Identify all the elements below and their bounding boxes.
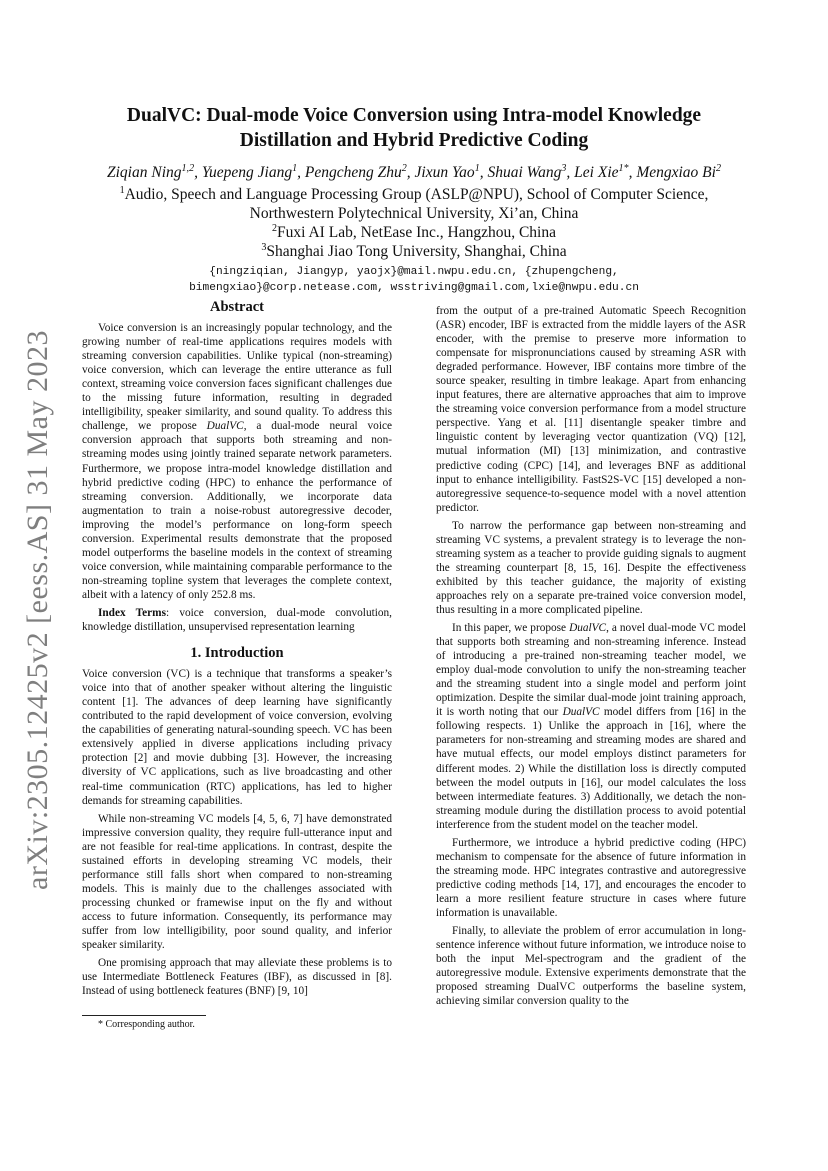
text-run-emph: DualVC <box>562 706 600 719</box>
text-run: In this paper, we propose <box>452 622 570 635</box>
email-line-2: bimengxiao}@corp.netease.com, wsstriving@gmail.com,lxie@nwpu.edu.cn <box>189 282 639 294</box>
affil-sup: 1 <box>119 184 125 196</box>
footnote-corresponding-author: * Corresponding author. <box>98 1019 195 1030</box>
title-line-2: Distillation and Hybrid Predictive Coding <box>239 130 589 151</box>
affil-text: Audio, Speech and Language Processing Group (ASLP@NPU), School of Computer Science, <box>124 186 709 203</box>
affiliation-1 <box>80 185 748 204</box>
paper-header <box>80 103 748 296</box>
right-paragraph-1: To narrow the performance gap between non-streaming and streaming VC systems, a prevalent strategy is to leverage the non-streaming system as a teacher to provide guiding signals to augment the streaming counterpart [8, 15, 16]. Despite the effectiveness exhibited by this teacher guidance, the majority of existing approaches rely on a separate pre-trained voice conversion model, thus resulting in a more complicated pipeline. <box>436 519 746 616</box>
right-paragraph-3: Furthermore, we introduce a hybrid predictive coding (HPC) mechanism to compensate for the absence of future information in the streaming mode. HPC integrates contrastive and autoregressive predictive coding methods [14, 17], and encourages the encoder to learn a more resilient feature structure in cases where future information is unavailable. <box>436 836 746 919</box>
left-column <box>82 298 392 1002</box>
right-paragraph-0: from the output of a pre-trained Automatic Speech Recognition (ASR) encoder, IBF is extracted from the middle layers of the ASR encoder, with the premise to preserve more information to compensate for mispronunciations caused by streaming ASR with degraded performance. However, IBF contains more timbre of the source speaker, resulting in timbre leakage. Apart from enhancing input features, there are alternative approaches that aim to improve the streaming voice conversion performance from a model structure perspective. Yang et al. [11] disentangle speaker timbre and linguistic content by leveraging vector quantization (VQ) [12], mutual information (MI) [13] minimization, and contrastive predictive coding (CPC) [14], and leverages BNF as additional input to enhance intelligibility. FastS2S-VC [15] developed a non-autoregressive sequence-to-sequence model with a novel attention predictor. <box>436 305 746 514</box>
intro-heading: 1. Introduction <box>190 645 284 662</box>
index-terms-text: : voice conversion, dual-mode convolution, knowledge distillation, unsupervised representation learning <box>82 606 392 634</box>
index-terms <box>82 606 392 634</box>
arxiv-id-text: arXiv:2305.12425v2 [eess.AS] 31 May 2023 <box>21 330 55 890</box>
author-affil-sup: 2 <box>715 162 721 174</box>
email-line-1: {ningziqian, Jiangyp, yaojx}@mail.nwpu.edu.cn, {zhupengcheng, <box>209 266 619 278</box>
right-column <box>436 304 746 1012</box>
author-list: Ziqian Ning$^{1,2}$, Yuepeng Jiang$^1$, Pengcheng Zhu$^2$, Jixun Yao$^1$, Shuai Wang$^3$, Lei Xie$^{1*}$, Mengxiao Bi$^2$ <box>107 162 721 181</box>
author-name: Ziqian Ning <box>107 164 182 181</box>
author-emails <box>80 264 748 296</box>
author-affil-sup: 1 <box>474 162 480 174</box>
author-affil-sup: 1 <box>292 162 298 174</box>
author-name: Yuepeng Jiang <box>201 164 293 181</box>
author-affil-sup: 1* <box>618 162 629 174</box>
text-run: , a dual-mode neural voice conversion approach that supports both streaming and non-streaming modes using jointly trained separate network parameters. Furthermore, we propose intra-model knowledge distillation and hybrid predictive coding (HPC) to enhance the performance of streaming conversion. Additionally, we incorporate data augmentation to train a noise-robust autoregressive decoder, improving the model’s performance on long-form speech conversion. Experimental results demonstrate that the proposed model outperforms the baseline models in the context of streaming voice conversion, while maintaining comparable performance to the non-streaming topline system that leverages the complete context, albeit with a latency of only 252.8 ms. <box>82 420 393 601</box>
affil-text: Fuxi AI Lab, NetEase Inc., Hangzhou, China <box>277 224 556 241</box>
index-terms-label: Index Terms <box>98 606 166 619</box>
affil-text: Shanghai Jiao Tong University, Shanghai, China <box>266 243 567 260</box>
intro-paragraph-1: Voice conversion (VC) is a technique that transforms a speaker’s voice into that of another speaker without altering the linguistic content [1]. The advances of deep learning have significantly contributed to the rapid development of voice conversion, evolving the capabilities of generating natural-sounding speech. VC has been extensively applied in diverse applications including privacy protection [2] and movie dubbing [3]. However, the increasing diversity of VC applications, such as live broadcasting and other real-time communication (RTC) applications, has led to higher demands for streaming capabilities. <box>82 668 392 807</box>
arxiv-identifier-stamp <box>8 330 68 890</box>
author-affil-sup: 3 <box>561 162 567 174</box>
author-name: Jixun Yao <box>414 164 475 181</box>
abstract-paragraph <box>82 321 392 602</box>
text-run-emph: DualVC <box>206 420 244 433</box>
affiliation-1-cont: Northwestern Polytechnical University, Xi’an, China <box>249 205 579 222</box>
text-run-emph: DualVC <box>569 622 607 635</box>
author-name: Mengxiao Bi <box>636 164 716 181</box>
text-run: Voice conversion is an increasingly popular technology, and the growing number of real-time applications requires models with streaming conversion capabilities. Unlike typical (non-streaming) voice conversion, which can leverage the entire utterance as full context, streaming voice conversion faces significant challenges due to the missing future information, resulting in degraded intelligibility, speaker similarity, and sound quality. To address this challenge, we propose <box>82 322 392 433</box>
affil-sup: 3 <box>261 241 267 253</box>
affiliation-2 <box>80 223 748 242</box>
intro-paragraph-2: While non-streaming VC models [4, 5, 6, 7] have demonstrated impressive conversion quality, they require full-utterance input and are not feasible for real-time applications. In contrast, despite the sustained efforts in developing streaming VC models, their performance still falls short when compared to non-streaming models. This is mainly due to the challenges associated with processing chunked or framewise input on the fly and without access to future information. Consequently, its performance may suffer from low intelligibility, poor sound quality, and inferior speaker similarity. <box>82 812 392 952</box>
author-affil-sup: 1,2 <box>181 162 195 174</box>
author-name: Pengcheng Zhu <box>304 164 402 181</box>
affiliation-3 <box>80 242 748 261</box>
intro-paragraph-3: One promising approach that may alleviate these problems is to use Intermediate Bottleneck Features (IBF), as discussed in [8]. Instead of using bottleneck features (BNF) [9, 10] <box>82 957 392 998</box>
text-run: , a novel dual-mode VC model that supports both streaming and non-streaming inference. Instead of introducing a pre-trained non-streaming teacher model, we employ dual-mode convolution to unify the non-streaming teacher and the streaming student into a single model and perform joint optimization. Despite the similar dual-mode joint training approach, it is worth noting that our <box>436 622 746 719</box>
author-name: Lei Xie <box>574 164 619 181</box>
right-paragraph-4: Finally, to alleviate the problem of error accumulation in long-sentence inference without future information, we introduce noise to both the input Mel-spectrogram and the gradient of the autoregressive module. Extensive experiments demonstrate that the proposed streaming DualVC outperforms the baseline system, achieving similar conversion quality to the <box>436 925 746 1008</box>
footnote-divider <box>82 1015 206 1016</box>
author-name: Shuai Wang <box>487 164 562 181</box>
paper-title <box>80 103 748 153</box>
abstract-heading: Abstract <box>210 299 264 315</box>
text-run: model differs from [16] in the following respects. 1) Unlike the approach in [16], where the parameters for non-streaming and streaming modes are shared and have mutual effects, our model employs distinct parameters for different modes. 2) While the distillation loss is directly computed between the model outputs in [16], our model calculates the loss between intermediate features. 3) Additionally, we detach the non-streaming module during the distillation process to avoid potential interference from the student model on the teacher model. <box>436 706 746 831</box>
title-line-1: DualVC: Dual-mode Voice Conversion using Intra-model Knowledge <box>126 105 702 126</box>
affil-sup: 2 <box>272 222 278 234</box>
right-paragraph-2 <box>436 621 746 832</box>
author-affil-sup: 2 <box>401 162 407 174</box>
